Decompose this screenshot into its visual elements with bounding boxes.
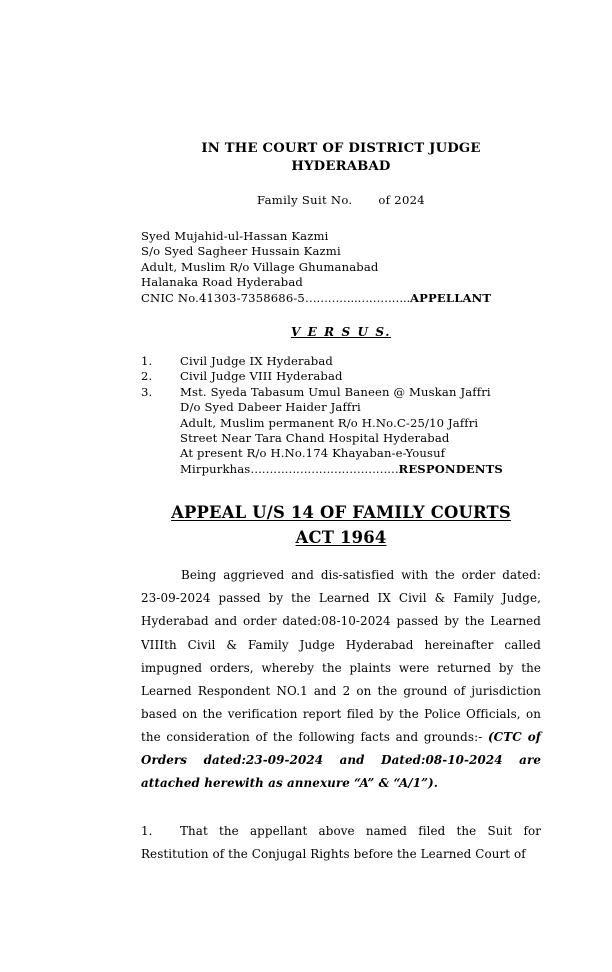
respondent-item — [141, 369, 541, 384]
versus-label: V E R S U S. — [290, 325, 392, 340]
dot-leader: ………………………………… — [250, 461, 399, 476]
appellant-label: APPELLANT — [410, 290, 492, 305]
suit-number-label: Family Suit No. — [257, 193, 353, 207]
court-heading — [141, 140, 541, 176]
opening-paragraph — [141, 564, 541, 795]
respondent-number: 1. — [141, 354, 153, 369]
respondent-line: At present R/o H.No.174 Khayaban-e-Yousuf — [180, 446, 446, 461]
respondent-line: Mst. Syeda Tabasum Umul Baneen @ Muskan Jaffri — [180, 384, 491, 399]
respondent-line: Civil Judge VIII Hyderabad — [180, 369, 343, 384]
numbered-paragraph-1 — [141, 820, 541, 866]
paragraph-number: 1. — [141, 824, 153, 839]
respondent-city: Mirpurkhas — [180, 461, 251, 476]
appellant-line: Adult, Muslim R/o Village Ghumanabad — [141, 259, 379, 274]
respondent-details — [180, 369, 541, 384]
respondent-details — [180, 385, 541, 477]
annexure-note: (CTC of Orders dated:23-09-2024 and Dated:08-10-2024 are attached herewith as annexure “A” & “A/1”). — [141, 729, 541, 791]
respondent-details — [180, 354, 541, 369]
appellant-cnic-line — [141, 291, 541, 306]
respondent-line: D/o Syed Dabeer Haider Jaffri — [180, 400, 361, 415]
suit-year: of 2024 — [378, 193, 425, 207]
respondents-label: RESPONDENTS — [398, 461, 503, 476]
respondent-label-line — [180, 462, 541, 477]
appeal-title-line1: APPEAL U/S 14 OF FAMILY COURTS — [171, 503, 511, 523]
appeal-title-line2: ACT 1964 — [295, 528, 387, 548]
document-body — [141, 140, 541, 866]
appellant-line: Halanaka Road Hyderabad — [141, 275, 303, 290]
respondent-number: 3. — [141, 384, 153, 399]
respondent-item — [141, 354, 541, 369]
appeal-title — [141, 500, 541, 550]
appellant-line: Syed Mujahid-ul-Hassan Kazmi — [141, 229, 329, 243]
suit-number-line — [141, 193, 541, 207]
opening-paragraph-text: Being aggrieved and dis-satisfied with the order dated: 23-09-2024 passed by the Learned IX Civil & Family Judge, Hyderabad and order dated:08-10-2024 passed by the Learned VIIIth Civil & Family Judge Hyderabad hereinafter called impugned orders, whereby the plaints were returned by the Learned Respondent NO.1 and 2 on the ground of jurisdiction based on the verification report filed by the Police Officials, on the consideration of the following facts and grounds:- — [141, 568, 541, 744]
respondent-number: 2. — [141, 369, 153, 384]
respondent-line: Adult, Muslim permanent R/o H.No.C-25/10 Jaffri — [180, 415, 479, 430]
versus-container — [141, 321, 541, 340]
appellant-block — [141, 229, 541, 306]
court-heading-line1: IN THE COURT OF DISTRICT JUDGE — [201, 141, 481, 156]
paragraph-text: That the appellant above named filed the Suit for Restitution of the Conjugal Rights before the Learned Court of — [141, 824, 541, 862]
court-heading-line2: HYDERABAD — [291, 159, 391, 174]
respondents-list — [141, 354, 541, 477]
respondent-line: Street Near Tara Chand Hospital Hyderabad — [180, 431, 450, 446]
appellant-line: S/o Syed Sagheer Hussain Kazmi — [141, 244, 341, 259]
respondent-line: Civil Judge IX Hyderabad — [180, 354, 334, 369]
dot-leader: …………..………….. — [304, 290, 411, 305]
appellant-cnic: CNIC No.41303-7358686-5 — [141, 290, 305, 305]
respondent-item — [141, 385, 541, 477]
